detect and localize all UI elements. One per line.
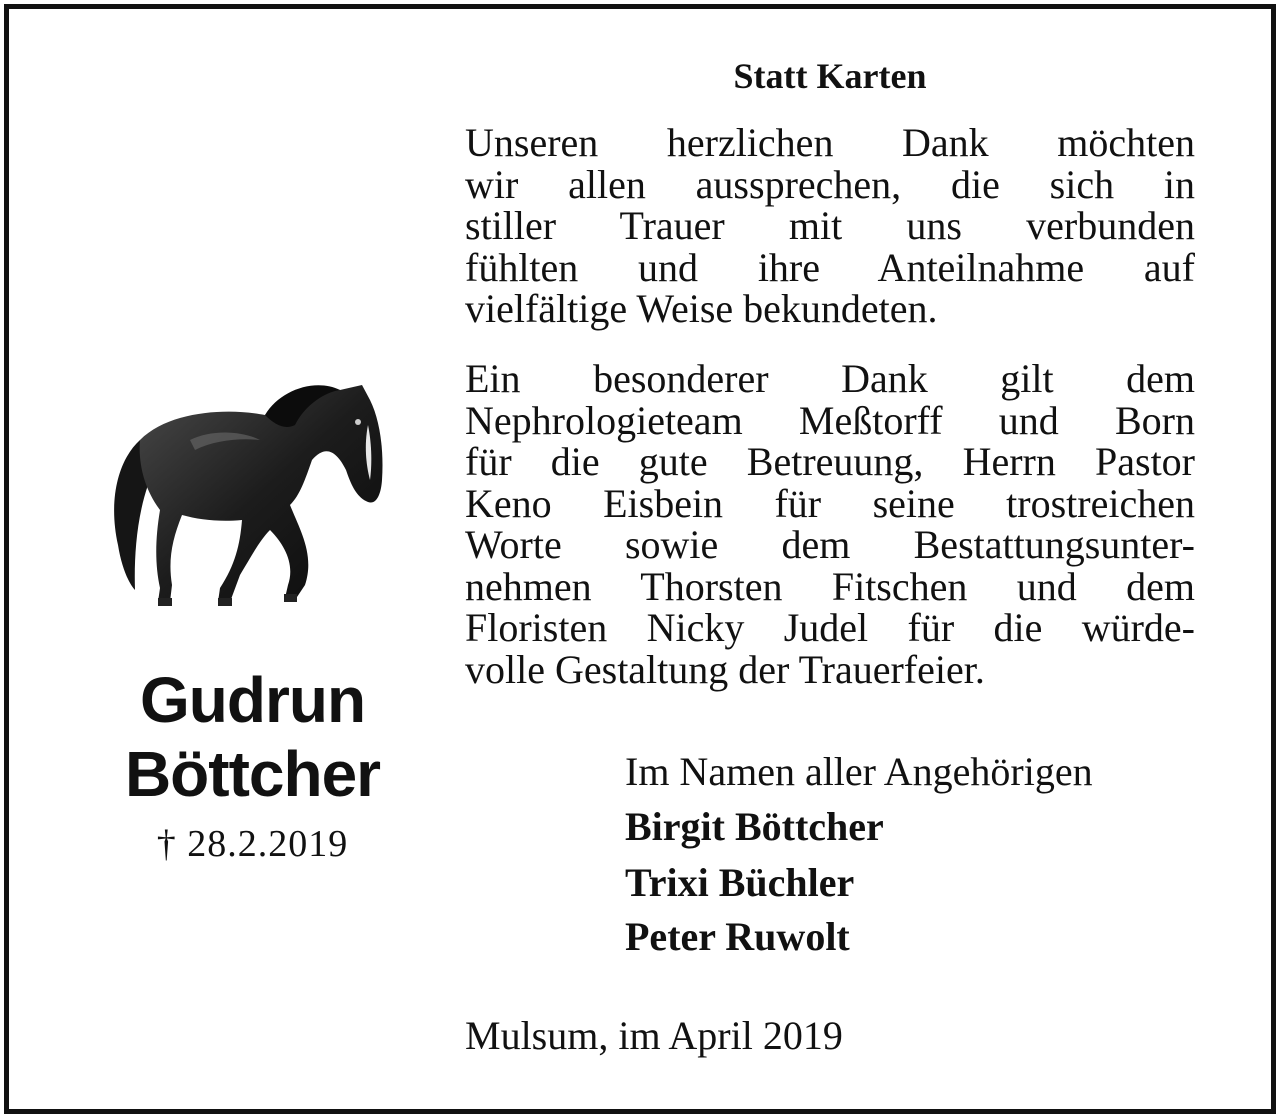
deceased-first-name: Gudrun <box>139 664 366 736</box>
place-and-date: Mulsum, im April 2019 <box>465 1013 843 1058</box>
paragraph-line: fühlten und ihre Anteilnahme auf <box>465 244 1195 290</box>
paragraph-line: stiller Trauer mit uns verbunden <box>465 203 1195 248</box>
paragraph-line: Nephrologieteam Meßtorff und Born <box>465 397 1195 443</box>
signature-intro: Im Namen aller Angehörigen <box>625 749 1093 794</box>
thanks-paragraph-2 <box>465 358 1195 690</box>
paragraph-line: Worte sowie dem Bestattungsunter- <box>465 522 1195 567</box>
deceased-last-name: Böttcher <box>124 738 381 810</box>
paragraph-line: volle Gestaltung der Trauerfeier. <box>465 646 985 692</box>
signatory-name: Birgit Böttcher <box>625 804 884 849</box>
signatory-name: Trixi Büchler <box>625 860 855 905</box>
paragraph-line: wir allen aussprechen, die sich in <box>465 161 1195 207</box>
paragraph-line: Ein besonderer Dank gilt dem <box>465 356 1195 401</box>
death-date: † 28.2.2019 <box>156 823 349 865</box>
paragraph-line: Unseren herzlichen Dank möchten <box>465 120 1195 165</box>
thanks-paragraph-1 <box>465 122 1195 330</box>
paragraph-line: für die gute Betreuung, Herrn Pastor <box>465 439 1195 484</box>
paragraph-line: vielfältige Weise bekundeten. <box>465 286 938 331</box>
paragraph-line: Floristen Nicky Judel für die würde- <box>465 605 1195 650</box>
signatory-name: Peter Ruwolt <box>625 914 850 959</box>
horse-illustration-icon <box>100 370 400 620</box>
paragraph-line: Keno Eisbein für seine trostreichen <box>465 480 1195 526</box>
notice-heading: Statt Karten <box>733 56 927 96</box>
paragraph-line: nehmen Thorsten Fitschen und dem <box>465 563 1195 609</box>
